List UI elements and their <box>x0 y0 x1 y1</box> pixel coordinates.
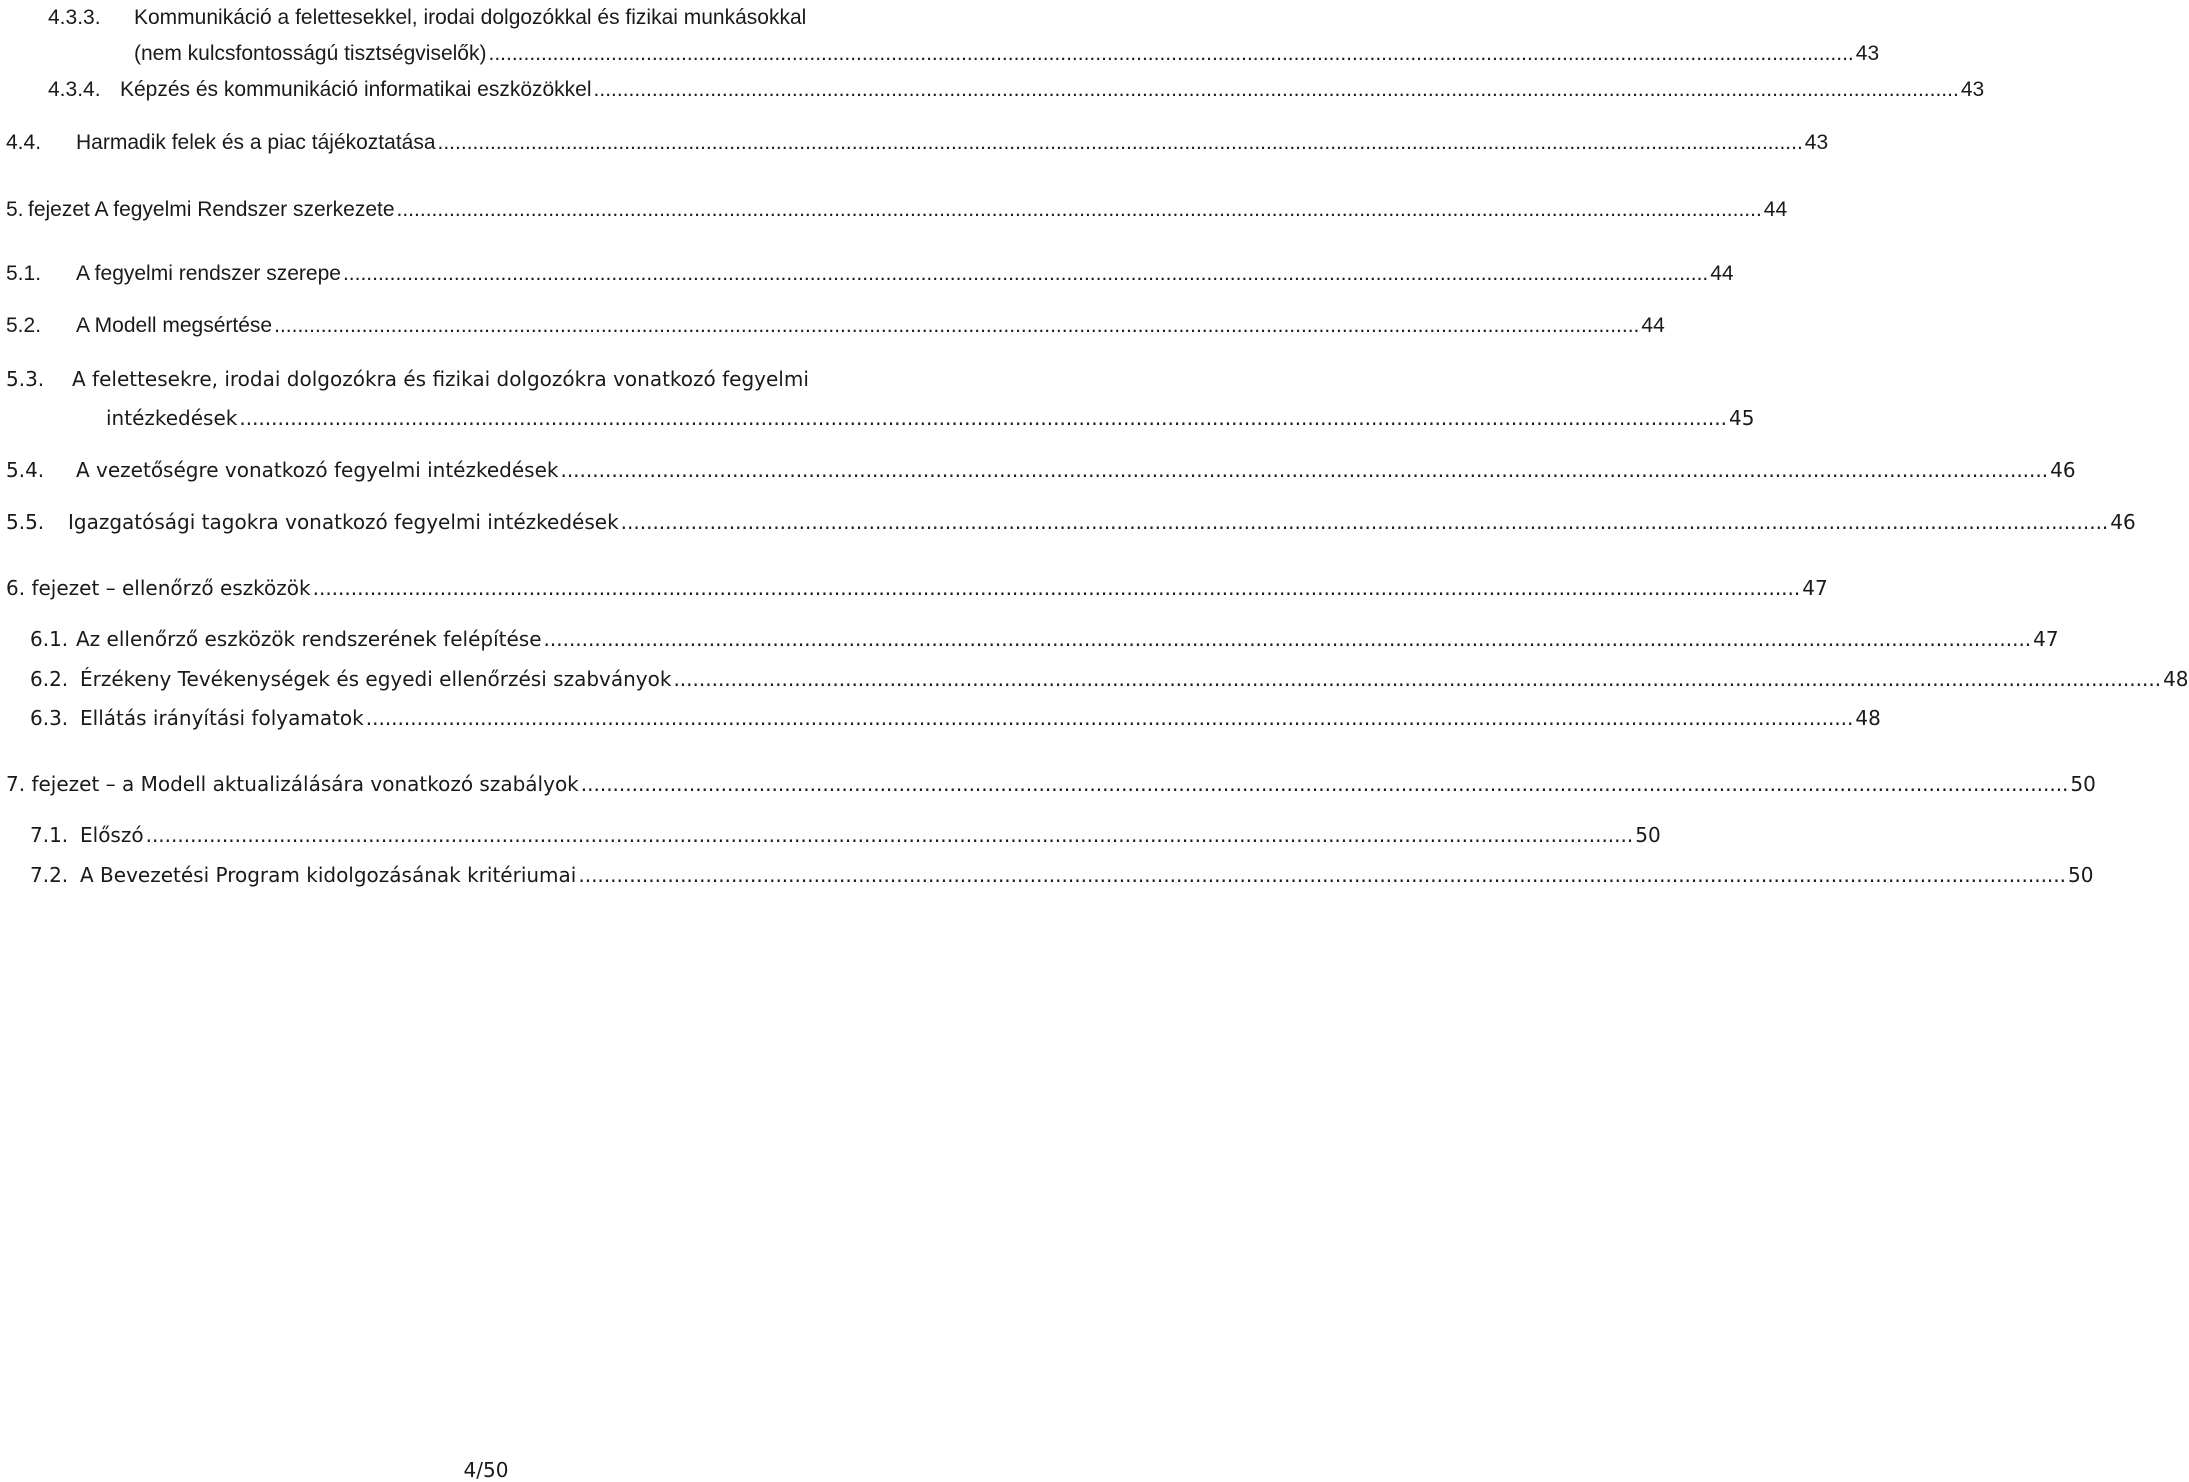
toc-number: 5.5. <box>6 510 45 534</box>
toc-entry-5-2[interactable] <box>6 314 1665 338</box>
toc-title: 7. fejezet – a Modell aktualizálására vonatkozó szabályok <box>6 772 579 796</box>
toc-leader-dots <box>343 262 1708 286</box>
toc-entry-7-2[interactable] <box>30 863 2094 887</box>
toc-number: 5.4. <box>6 458 45 482</box>
toc-number: 5.2. <box>6 314 42 337</box>
toc-leader-dots <box>621 510 2109 534</box>
toc-leader-dots <box>274 314 1639 338</box>
toc-entry-5-5[interactable] <box>6 510 2136 534</box>
toc-leader-dots <box>239 406 1727 430</box>
toc-entry-7[interactable] <box>6 772 2096 796</box>
toc-title: A felettesekre, irodai dolgozókra és fizikai dolgozókra vonatkozó fegyelmi <box>72 367 809 391</box>
toc-number: 5.1. <box>6 262 42 285</box>
toc-title: Ellátás irányítási folyamatok <box>80 706 364 730</box>
toc-leader-dots <box>313 576 1801 600</box>
toc-title: A Modell megsértése <box>76 314 273 337</box>
toc-entry-6-3[interactable] <box>30 706 1881 730</box>
toc-title: A vezetőségre vonatkozó fegyelmi intézkedések <box>76 458 559 482</box>
toc-number: 7.2. <box>30 863 69 887</box>
toc-entry-5-4[interactable] <box>6 458 2076 482</box>
toc-title: A Bevezetési Program kidolgozásának kritériumai <box>80 863 577 887</box>
toc-entry-5-1[interactable] <box>6 262 1734 286</box>
toc-entry-7-1[interactable] <box>30 823 1661 847</box>
toc-page-number: 44 <box>1641 314 1665 337</box>
toc-page-number: 45 <box>1729 406 1755 430</box>
toc-entry-6-2[interactable] <box>30 667 2189 691</box>
toc-entry-5[interactable] <box>6 198 1788 222</box>
toc-page-number: 46 <box>2050 458 2076 482</box>
toc-entry-4-3-3-cont[interactable] <box>134 42 1880 66</box>
toc-page-number: 44 <box>1710 262 1734 285</box>
toc-leader-dots <box>488 42 1853 66</box>
toc-number: 7.1. <box>30 823 69 847</box>
page-number-footer: 4/50 <box>463 1458 509 1482</box>
toc-entry-5-3[interactable] <box>6 367 952 391</box>
toc-page-number: 46 <box>2110 510 2136 534</box>
toc-number: 4.3.4. <box>48 78 101 101</box>
toc-number: 4.3.3. <box>48 6 101 29</box>
toc-title: Harmadik felek és a piac tájékoztatása <box>76 131 436 154</box>
toc-entry-6-1[interactable] <box>30 627 2059 651</box>
toc-entry-4-4[interactable] <box>6 131 1829 155</box>
toc-leader-dots <box>581 772 2069 796</box>
toc-leader-dots <box>594 78 1959 102</box>
toc-leader-dots <box>397 198 1762 222</box>
toc-leader-dots <box>560 458 2048 482</box>
toc-title: Az ellenőrző eszközök rendszerének felépítése <box>76 627 542 651</box>
toc-number: 6.2. <box>30 667 69 691</box>
toc-number: 5.3. <box>6 367 45 391</box>
toc-entry-4-3-4[interactable] <box>48 78 1985 102</box>
toc-title: Képzés és kommunikáció informatikai eszközökkel <box>120 78 592 101</box>
toc-title: 6. fejezet – ellenőrző eszközök <box>6 576 311 600</box>
toc-page-number: 48 <box>2163 667 2189 691</box>
toc-entry-4-3-3[interactable] <box>48 6 952 30</box>
toc-title: Érzékeny Tevékenységek és egyedi ellenőrzési szabványok <box>80 667 672 691</box>
toc-leader-dots <box>146 823 1634 847</box>
toc-leader-dots <box>366 706 1854 730</box>
toc-leader-dots <box>438 131 1803 155</box>
toc-page-number: 43 <box>1804 131 1829 154</box>
toc-number: 6.1. <box>30 627 69 651</box>
toc-entry-6[interactable] <box>6 576 1828 600</box>
toc-page-number: 50 <box>1635 823 1661 847</box>
toc-entry-5-3-cont[interactable] <box>106 406 1755 430</box>
toc-number: 4.4. <box>6 131 42 154</box>
toc-title: Kommunikáció a felettesekkel, irodai dolgozókkal és fizikai munkásokkal <box>134 6 807 29</box>
toc-leader-dots <box>544 627 2032 651</box>
toc-title: Előszó <box>80 823 144 847</box>
toc-leader-dots <box>673 667 2161 691</box>
toc-title: fejezet A fegyelmi Rendszer szerkezete <box>28 198 395 221</box>
toc-title-continued: intézkedések <box>106 406 238 430</box>
toc-page-number: 50 <box>2068 863 2094 887</box>
toc-page-number: 43 <box>1960 78 1985 101</box>
toc-title-continued: (nem kulcsfontosságú tisztségviselők) <box>134 42 487 65</box>
toc-number: 5. <box>6 198 24 221</box>
toc-number: 6.3. <box>30 706 69 730</box>
toc-page-number: 47 <box>1802 576 1828 600</box>
toc-title: A fegyelmi rendszer szerepe <box>76 262 341 285</box>
toc-leader-dots <box>578 863 2066 887</box>
toc-page-number: 44 <box>1763 198 1788 221</box>
toc-page-number: 50 <box>2070 772 2096 796</box>
toc-page-number: 48 <box>1855 706 1881 730</box>
toc-page-number: 47 <box>2033 627 2059 651</box>
toc-page-number: 43 <box>1855 42 1880 65</box>
toc-title: Igazgatósági tagokra vonatkozó fegyelmi intézkedések <box>68 510 619 534</box>
